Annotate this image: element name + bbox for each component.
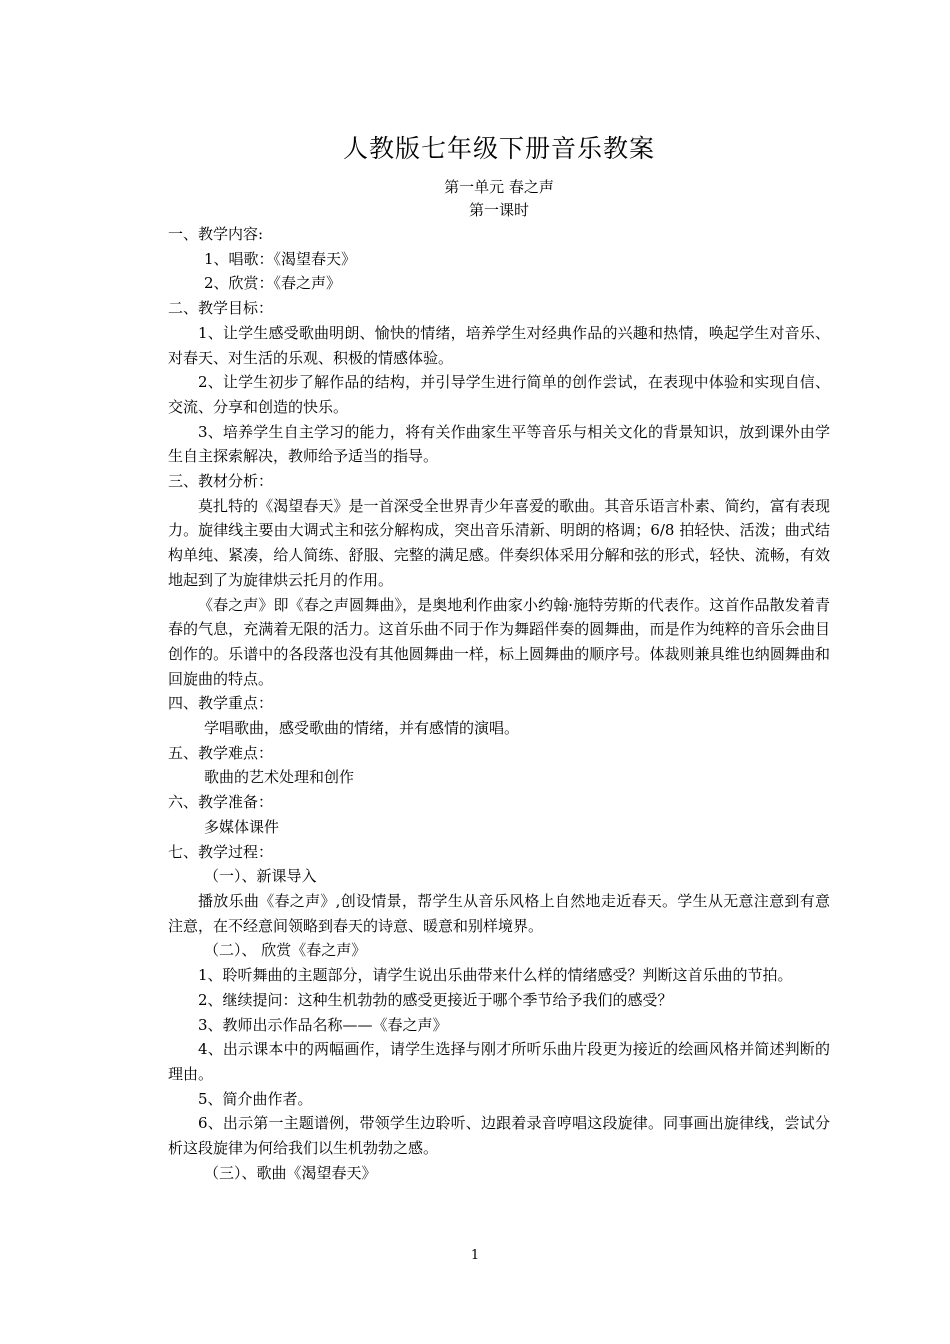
process-paragraph: 5、简介曲作者。 <box>198 1089 313 1108</box>
goal-paragraph: 1、让学生感受歌曲明朗、愉快的情绪，培养学生对经典作品的兴趣和热情，唤起学生对音乐、对春天、对生活的乐观、积极的情感体验。 <box>168 323 830 367</box>
section-heading-preparation: 六、教学准备： <box>168 793 274 812</box>
process-step-heading: （一）、新课导入 <box>204 867 317 886</box>
section-heading-content: 一、教学内容: <box>168 225 264 243</box>
preparation-text: 多媒体课件 <box>204 817 280 836</box>
section-heading-goals: 二、教学目标： <box>168 299 274 318</box>
page-number: 1 <box>470 1248 480 1263</box>
section-heading-key-points: 四、教学重点： <box>168 694 274 713</box>
content-item-singing: 1、唱歌：《渴望春天》 <box>204 249 357 268</box>
analysis-paragraph: 莫扎特的《渴望春天》是一首深受全世界青少年喜爱的歌曲。其音乐语言朴素、简约，富有表现力。旋律线主要由大调式主和弦分解构成，突出音乐清新、明朗的格调；6/8 拍轻快、活泼；曲式结构单纯、紧凑，给人简练、舒服、完整的满足感。伴奏织体采用分解和弦的形式，轻快、流畅，有效地起到了为旋律烘云托月的作用。 <box>168 496 830 589</box>
process-step-heading: （三）、歌曲《渴望春天》 <box>204 1163 377 1182</box>
key-points-text: 学唱歌曲，感受歌曲的情绪，并有感情的演唱。 <box>204 719 520 738</box>
goal-paragraph: 3、培养学生自主学习的能力，将有关作曲家生平等音乐与相关文化的背景知识，放到课外由学生自主探索解决，教师给予适当的指导。 <box>168 422 830 466</box>
process-paragraph: 3、教师出示作品名称——《春之声》 <box>198 1015 448 1034</box>
lesson-title: 第一课时 <box>468 201 529 219</box>
difficulties-text: 歌曲的艺术处理和创作 <box>204 768 355 787</box>
goal-paragraph: 2、让学生初步了解作品的结构，并引导学生进行简单的创作尝试，在表现中体验和实现自信、交流、分享和创造的快乐。 <box>168 373 830 416</box>
section-heading-difficulties: 五、教学难点： <box>168 743 274 762</box>
unit-title: 第一单元 春之声 <box>444 178 554 196</box>
section-heading-analysis: 三、教材分析： <box>168 472 274 491</box>
process-paragraph: 6、出示第一主题谱例，带领学生边聆听、边跟着录音哼唱这段旋律。同事画出旋律线，尝试分析这段旋律为何给我们以生机勃勃之感。 <box>168 1114 830 1158</box>
document-title: 人教版七年级下册音乐教案 <box>342 134 655 163</box>
process-paragraph: 1、聆听舞曲的主题部分，请学生说出乐曲带来什么样的情绪感受？判断这首乐曲的节拍。 <box>198 966 793 985</box>
process-paragraph: 2、继续提问：这种生机勃勃的感受更接近于哪个季节给予我们的感受？ <box>198 990 673 1009</box>
process-paragraph: 播放乐曲《春之声》,创设情景，帮学生从音乐风格上自然地走近春天。学生从无意注意到有意注意，在不经意间领略到春天的诗意、暖意和别样境界。 <box>168 891 830 935</box>
content-item-appreciation: 2、欣赏：《春之声》 <box>204 274 342 293</box>
process-paragraph: 4、出示课本中的两幅画作，请学生选择与刚才所听乐曲片段更为接近的绘画风格并简述判断的理由。 <box>168 1040 830 1083</box>
document-body <box>168 126 830 1185</box>
process-step-heading: （二）、 欣赏《春之声》 <box>204 941 367 960</box>
section-heading-process: 七、教学过程： <box>168 842 274 861</box>
analysis-paragraph: 《春之声》即《春之声圆舞曲》，是奥地利作曲家小约翰·施特劳斯的代表作。这首作品散发着青春的气息，充满着无限的活力。这首乐曲不同于作为舞蹈伴奏的圆舞曲，而是作为纯粹的音乐会曲目创作的。乐谱中的各段落也没有其他圆舞曲一样，标上圆舞曲的顺序号。体裁则兼具维也纳圆舞曲和回旋曲的特点。 <box>168 595 830 688</box>
